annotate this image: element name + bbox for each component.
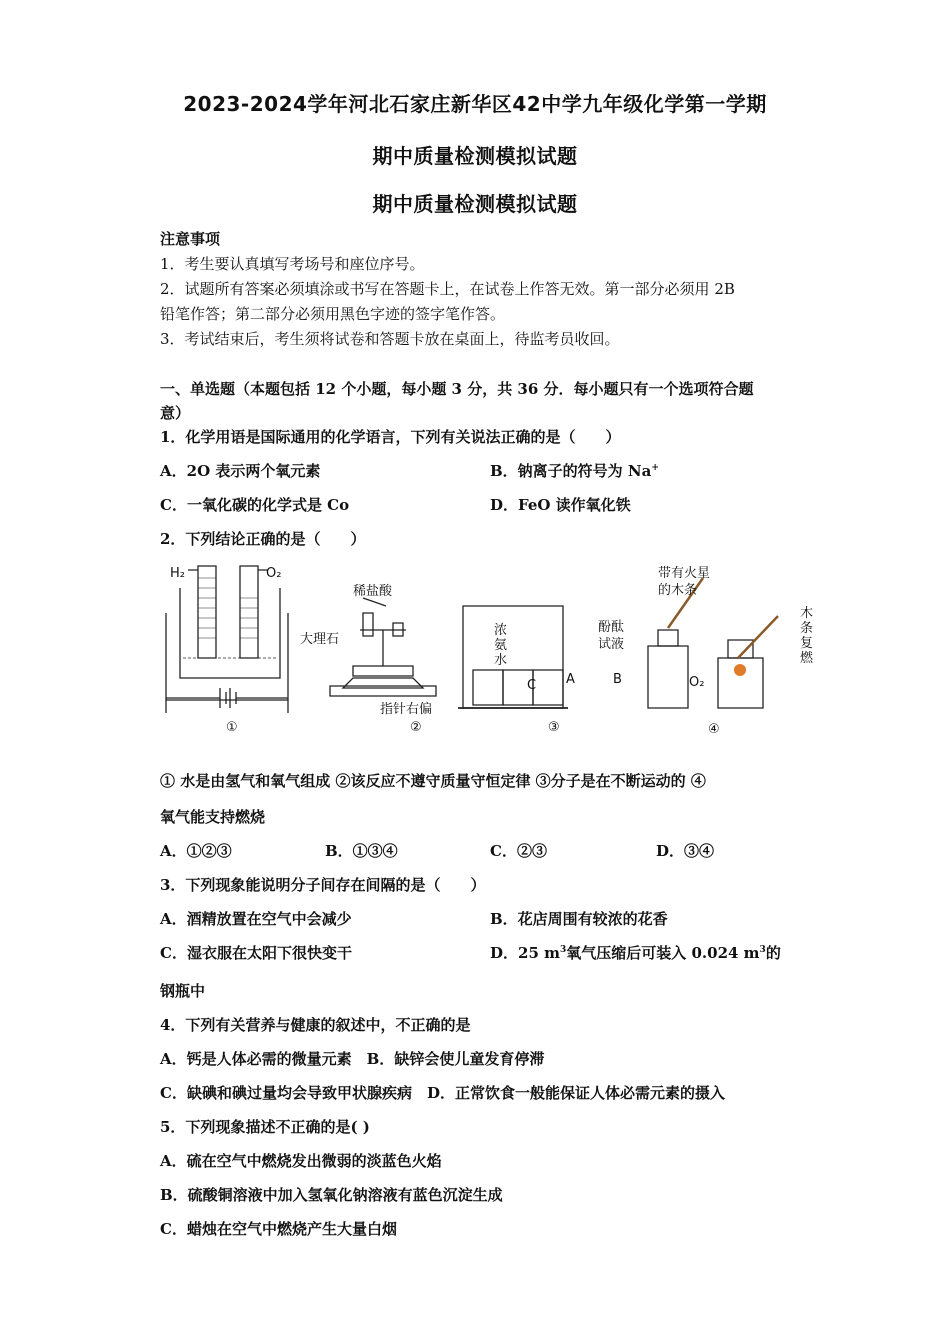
notice-item-3: 3．考试结束后，考生须将试卷和答题卡放在桌面上，待监考员收回。 xyxy=(160,330,620,348)
q4-options-ab: A．钙是人体必需的微量元素 B．缺锌会使儿童发育停滞 xyxy=(160,1050,545,1068)
label-spark-a: 带有火星 xyxy=(658,566,711,581)
q3-option-c: C．湿衣服在太阳下很快变干 xyxy=(160,944,352,962)
label-bottle-o2: O₂ xyxy=(689,675,705,690)
label-ammonia: 浓氨水 xyxy=(494,623,508,668)
q3-option-a: A．酒精放置在空气中会减少 xyxy=(160,910,352,928)
q2-option-b: B．①③④ xyxy=(325,842,398,860)
label-spark-b: 的木条 xyxy=(658,583,698,598)
q3-option-b: B．花店周围有较浓的花香 xyxy=(490,910,668,928)
notice-item-2b: 铅笔作答；第二部分必须用黑色字迹的签字笔作答。 xyxy=(160,305,506,323)
label-fig-4: ④ xyxy=(708,722,720,737)
q2-apparatus-drawing xyxy=(158,558,818,743)
q5-option-c: C．蜡烛在空气中燃烧产生大量白烟 xyxy=(160,1220,397,1238)
q1-option-c: C．一氧化碳的化学式是 Co xyxy=(160,496,350,514)
exam-title-line3: 期中质量检测模拟试题 xyxy=(372,192,578,216)
q4-options-cd: C．缺碘和碘过量均会导致甲状腺疾病 D．正常饮食一般能保证人体必需元素的摄入 xyxy=(160,1084,725,1102)
label-fig-2: ② xyxy=(410,720,422,735)
q1-stem: 1．化学用语是国际通用的化学语言，下列有关说法正确的是（ ） xyxy=(160,428,621,446)
label-beaker-c: C xyxy=(527,678,537,693)
q5-stem: 5．下列现象描述不正确的是( ) xyxy=(160,1118,370,1136)
q2-option-c: C．②③ xyxy=(490,842,547,860)
label-o2: O₂ xyxy=(266,566,282,581)
label-fig-3: ③ xyxy=(548,720,560,735)
q5-option-a: A．硫在空气中燃烧发出微弱的淡蓝色火焰 xyxy=(160,1152,442,1170)
q2-statements-a: ① 水是由氢气和氧气组成 ②该反应不遵守质量守恒定律 ③分子是在不断运动的 ④ xyxy=(160,772,706,790)
notice-item-1: 1．考生要认真填写考场号和座位序号。 xyxy=(160,255,425,273)
label-relight: 木条复燃 xyxy=(800,606,814,666)
q1-option-d: D．FeO 读作氧化铁 xyxy=(490,496,631,514)
label-h2: H₂ xyxy=(170,566,185,581)
q2-option-d: D．③④ xyxy=(656,842,715,860)
q3-stem: 3．下列现象能说明分子间存在间隔的是（ ） xyxy=(160,876,486,894)
q5-option-b: B．硫酸铜溶液中加入氢氧化钠溶液有蓝色沉淀生成 xyxy=(160,1186,503,1204)
q2-stem: 2．下列结论正确的是（ ） xyxy=(160,530,366,548)
label-beaker-b: B xyxy=(613,672,622,687)
q4-stem: 4．下列有关营养与健康的叙述中，不正确的是 xyxy=(160,1016,471,1034)
section1-heading-a: 一、单选题（本题包括 12 个小题，每小题 3 分，共 36 分．每小题只有一个选项符合题 xyxy=(160,380,754,398)
exam-title-line2: 期中质量检测模拟试题 xyxy=(372,144,578,168)
q1-option-b: B．钠离子的符号为 Na+ xyxy=(490,462,659,480)
q2-option-a: A．①②③ xyxy=(160,842,232,860)
q1-option-a: A．2O 表示两个氧元素 xyxy=(160,462,321,480)
label-pointer-right: 指针右偏 xyxy=(380,702,433,717)
label-marble: 大理石 xyxy=(300,632,340,647)
label-phenol-b: 试液 xyxy=(598,637,625,652)
label-beaker-a: A xyxy=(566,672,575,687)
q3-option-d: D．25 $m^3$氧气压缩后可装入 0.024 $m^3$的 xyxy=(490,944,781,962)
exam-title-line1: 2023-2024学年河北石家庄新华区42中学九年级化学第一学期 xyxy=(183,92,767,116)
label-dilute-acid: 稀盐酸 xyxy=(353,584,393,599)
notice-item-2a: 2．试题所有答案必须填涂或书写在答题卡上，在试卷上作答无效。第一部分必须用 2B xyxy=(160,280,735,298)
q2-figure xyxy=(158,558,818,743)
q3-option-d-continued: 钢瓶中 xyxy=(160,982,206,1000)
label-fig-1: ① xyxy=(226,720,238,735)
section1-heading-b: 意） xyxy=(160,404,191,422)
q2-statements-b: 氧气能支持燃烧 xyxy=(160,808,266,826)
label-phenol-a: 酚酞 xyxy=(598,620,625,635)
notice-heading: 注意事项 xyxy=(160,230,221,248)
